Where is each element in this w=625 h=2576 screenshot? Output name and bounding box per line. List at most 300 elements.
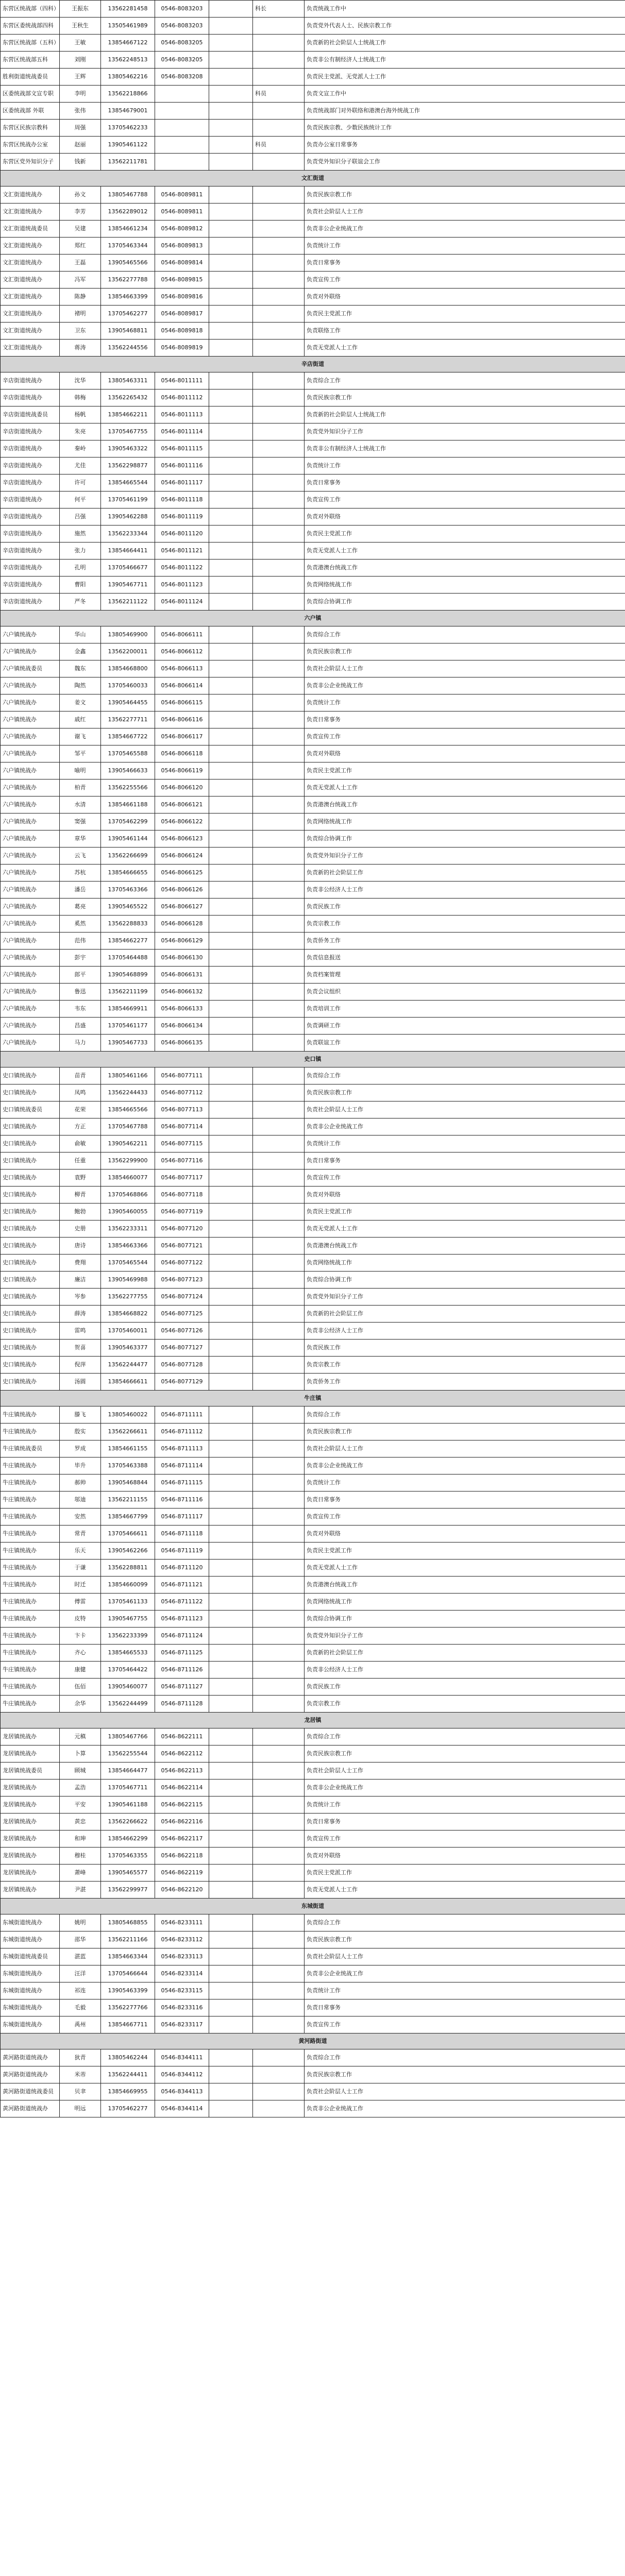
mobile-cell: 13854667711 — [101, 2016, 155, 2033]
phone-cell: 0546-8011124 — [155, 594, 209, 611]
unit-cell: 六户镇统战办 — [1, 1018, 60, 1035]
note-cell: 负责民族宗教工作 — [305, 1931, 625, 1948]
mobile-cell: 13705461199 — [101, 492, 155, 509]
title-cell — [209, 238, 253, 255]
duty-cell — [253, 762, 305, 779]
title-cell — [209, 1594, 253, 1611]
mobile-cell: 13905462211 — [101, 1136, 155, 1153]
mobile-cell: 13705462299 — [101, 814, 155, 831]
title-cell — [209, 1492, 253, 1509]
unit-cell: 史口镇统战办 — [1, 1289, 60, 1306]
table-row — [1, 389, 625, 406]
note-cell: 负责无党派人士工作 — [305, 1560, 625, 1577]
mobile-cell: 13854668800 — [101, 660, 155, 677]
table-row — [1, 35, 625, 52]
duty-cell — [253, 1101, 305, 1118]
title-cell — [209, 694, 253, 711]
phone-cell: 0546-8233112 — [155, 1931, 209, 1948]
note-cell: 负责新的社会阶层人士统战工作 — [305, 406, 625, 423]
section-header-row — [1, 611, 625, 626]
mobile-cell: 13905469988 — [101, 1272, 155, 1289]
note-cell: 负责综合协调工作 — [305, 594, 625, 611]
name-cell: 滕飞 — [60, 1406, 101, 1423]
name-cell: 韦东 — [60, 1001, 101, 1018]
name-cell: 王秋生 — [60, 18, 101, 35]
phone-cell — [155, 103, 209, 120]
duty-cell — [253, 694, 305, 711]
unit-cell: 史口镇统战办 — [1, 1187, 60, 1204]
note-cell: 负责宗教工作 — [305, 916, 625, 933]
unit-cell: 六户镇统战办 — [1, 967, 60, 984]
title-cell — [209, 1628, 253, 1645]
title-cell — [209, 1696, 253, 1713]
title-cell — [209, 984, 253, 1001]
name-cell: 殷实 — [60, 1423, 101, 1440]
duty-cell — [253, 1679, 305, 1696]
note-cell: 负责联络工作 — [305, 323, 625, 340]
mobile-cell: 13562277766 — [101, 1999, 155, 2016]
unit-cell: 文汇街道统战办 — [1, 323, 60, 340]
phone-cell: 0546-8711121 — [155, 1577, 209, 1594]
name-cell: 杨帆 — [60, 406, 101, 423]
phone-cell: 0546-8711111 — [155, 1406, 209, 1423]
name-cell: 魏东 — [60, 660, 101, 677]
table-row — [1, 814, 625, 831]
phone-cell: 0546-8711112 — [155, 1423, 209, 1440]
name-cell: 贝聿 — [60, 2083, 101, 2100]
name-cell: 汤圆 — [60, 1374, 101, 1391]
name-cell: 蒋涛 — [60, 340, 101, 357]
note-cell: 负责档案管理 — [305, 967, 625, 984]
name-cell: 卫东 — [60, 323, 101, 340]
phone-cell: 0546-8066125 — [155, 865, 209, 882]
title-cell — [209, 1153, 253, 1170]
title-cell — [209, 916, 253, 933]
name-cell: 罗成 — [60, 1440, 101, 1458]
duty-cell — [253, 18, 305, 35]
unit-cell: 牛庄镇统战办 — [1, 1611, 60, 1628]
name-cell: 马力 — [60, 1035, 101, 1052]
duty-cell — [253, 2066, 305, 2083]
title-cell — [209, 440, 253, 457]
mobile-cell: 13562233399 — [101, 1628, 155, 1645]
duty-cell — [253, 1577, 305, 1594]
duty-cell — [253, 52, 305, 69]
note-cell: 负责民族宗教工作 — [305, 389, 625, 406]
phone-cell: 0546-8622117 — [155, 1831, 209, 1848]
duty-cell — [253, 1914, 305, 1931]
unit-cell: 牛庄镇统战办 — [1, 1509, 60, 1526]
title-cell — [209, 154, 253, 171]
phone-cell: 0546-8344111 — [155, 2049, 209, 2066]
name-cell: 王敏 — [60, 35, 101, 52]
duty-cell — [253, 1323, 305, 1340]
duty-cell — [253, 865, 305, 882]
duty-cell — [253, 1118, 305, 1136]
phone-cell: 0546-8066118 — [155, 745, 209, 762]
title-cell — [209, 1999, 253, 2016]
mobile-cell: 13905463322 — [101, 440, 155, 457]
note-cell: 负责统计工作 — [305, 457, 625, 474]
table-row — [1, 2100, 625, 2117]
name-cell: 平安 — [60, 1797, 101, 1814]
mobile-cell: 13562211166 — [101, 1931, 155, 1948]
name-cell: 褚明 — [60, 306, 101, 323]
note-cell: 负责日常事务 — [305, 255, 625, 272]
duty-cell — [253, 1423, 305, 1440]
duty-cell — [253, 1611, 305, 1628]
table-row — [1, 1848, 625, 1865]
note-cell: 负责日常事务 — [305, 1814, 625, 1831]
duty-cell — [253, 2016, 305, 2033]
title-cell — [209, 1543, 253, 1560]
note-cell: 负责调研工作 — [305, 1018, 625, 1035]
unit-cell: 六户镇统战办 — [1, 677, 60, 694]
note-cell: 负责无党派人士工作 — [305, 543, 625, 560]
unit-cell: 六户镇统战办 — [1, 796, 60, 814]
table-row — [1, 1118, 625, 1136]
note-cell: 负责新的社会阶层工作 — [305, 1306, 625, 1323]
title-cell — [209, 1797, 253, 1814]
title-cell — [209, 457, 253, 474]
name-cell: 施然 — [60, 526, 101, 543]
table-row — [1, 1323, 625, 1340]
mobile-cell: 13562299900 — [101, 1153, 155, 1170]
table-row — [1, 18, 625, 35]
phone-cell: 0546-8711128 — [155, 1696, 209, 1713]
table-row — [1, 1272, 625, 1289]
name-cell: 章华 — [60, 831, 101, 848]
title-cell — [209, 1306, 253, 1323]
note-cell: 负责非公企业统战工作 — [305, 1118, 625, 1136]
name-cell: 鲍勃 — [60, 1204, 101, 1221]
title-cell — [209, 1882, 253, 1899]
table-row — [1, 340, 625, 357]
table-row — [1, 762, 625, 779]
name-cell: 云飞 — [60, 848, 101, 865]
title-cell — [209, 1679, 253, 1696]
title-cell — [209, 1035, 253, 1052]
title-cell — [209, 1170, 253, 1187]
duty-cell — [253, 796, 305, 814]
note-cell: 负责宣传工作 — [305, 492, 625, 509]
table-row — [1, 1018, 625, 1035]
note-cell: 负责党外知识分子工作 — [305, 423, 625, 440]
name-cell: 明远 — [60, 2100, 101, 2117]
name-cell: 卜算 — [60, 1745, 101, 1762]
name-cell: 柏青 — [60, 779, 101, 796]
phone-cell: 0546-8011115 — [155, 440, 209, 457]
duty-cell — [253, 1406, 305, 1423]
table-row — [1, 1406, 625, 1423]
table-row — [1, 1289, 625, 1306]
name-cell: 元稹 — [60, 1728, 101, 1745]
phone-cell: 0546-8077122 — [155, 1255, 209, 1272]
title-cell — [209, 1914, 253, 1931]
phone-cell: 0546-8089819 — [155, 340, 209, 357]
unit-cell: 史口镇统战办 — [1, 1153, 60, 1170]
duty-cell — [253, 1948, 305, 1965]
table-row — [1, 120, 625, 137]
phone-cell: 0546-8711119 — [155, 1543, 209, 1560]
title-cell — [209, 1577, 253, 1594]
phone-cell: 0546-8077123 — [155, 1272, 209, 1289]
mobile-cell: 13562288811 — [101, 1560, 155, 1577]
name-cell: 朱亮 — [60, 423, 101, 440]
duty-cell — [253, 1848, 305, 1865]
table-row — [1, 1475, 625, 1492]
phone-cell: 0546-8077129 — [155, 1374, 209, 1391]
note-cell: 负责非公有制经济人士统战工作 — [305, 440, 625, 457]
unit-cell: 六户镇统战办 — [1, 779, 60, 796]
duty-cell — [253, 1306, 305, 1323]
note-cell: 负责社会阶层人士工作 — [305, 660, 625, 677]
duty-cell — [253, 1067, 305, 1084]
table-row — [1, 137, 625, 154]
duty-cell — [253, 1745, 305, 1762]
section-header-row — [1, 1052, 625, 1067]
unit-cell: 龙居镇统战办 — [1, 1728, 60, 1745]
phone-cell: 0546-8066115 — [155, 694, 209, 711]
table-row — [1, 1982, 625, 1999]
mobile-cell: 13705466677 — [101, 560, 155, 577]
table-row — [1, 1440, 625, 1458]
note-cell: 负责民族宗教工作 — [305, 643, 625, 660]
mobile-cell: 13562244411 — [101, 2066, 155, 2083]
unit-cell: 文汇街道统战办 — [1, 255, 60, 272]
section-header-row — [1, 2033, 625, 2049]
mobile-cell: 13562211781 — [101, 154, 155, 171]
table-row — [1, 745, 625, 762]
phone-cell: 0546-8066124 — [155, 848, 209, 865]
note-cell: 负责民主党派工作 — [305, 306, 625, 323]
note-cell: 负责党外代表人士、民族宗教工作 — [305, 18, 625, 35]
duty-cell — [253, 1187, 305, 1204]
table-row — [1, 1238, 625, 1255]
table-row — [1, 1170, 625, 1187]
table-row — [1, 1153, 625, 1170]
table-row — [1, 1728, 625, 1745]
name-cell: 谢飞 — [60, 728, 101, 745]
phone-cell: 0546-8077126 — [155, 1323, 209, 1340]
title-cell — [209, 1323, 253, 1340]
mobile-cell: 13905466633 — [101, 762, 155, 779]
duty-cell — [253, 1982, 305, 1999]
note-cell: 负责综合工作 — [305, 372, 625, 389]
mobile-cell: 13705462277 — [101, 2100, 155, 2117]
mobile-cell: 13562299977 — [101, 1882, 155, 1899]
title-cell — [209, 2100, 253, 2117]
mobile-cell: 13805463311 — [101, 372, 155, 389]
title-cell — [209, 1440, 253, 1458]
note-cell: 负责社会阶层人士工作 — [305, 1101, 625, 1118]
note-cell: 负责文宣工作中 — [305, 86, 625, 103]
duty-cell — [253, 1204, 305, 1221]
unit-cell: 辛店街道统战办 — [1, 560, 60, 577]
duty-cell — [253, 1492, 305, 1509]
duty-cell — [253, 492, 305, 509]
note-cell: 负责联谊工作 — [305, 1035, 625, 1052]
title-cell — [209, 1, 253, 18]
unit-cell: 辛店街道统战办 — [1, 457, 60, 474]
section-title: 黄河路街道 — [1, 2033, 625, 2049]
title-cell — [209, 728, 253, 745]
table-row — [1, 1914, 625, 1931]
table-row — [1, 560, 625, 577]
section-header-row — [1, 1391, 625, 1406]
phone-cell: 0546-8622114 — [155, 1780, 209, 1797]
table-row — [1, 694, 625, 711]
mobile-cell: 13562233311 — [101, 1221, 155, 1238]
title-cell — [209, 1948, 253, 1965]
name-cell: 顾城 — [60, 1762, 101, 1780]
name-cell: 汪洋 — [60, 1965, 101, 1982]
note-cell: 负责统计工作 — [305, 1475, 625, 1492]
phone-cell: 0546-8077125 — [155, 1306, 209, 1323]
mobile-cell: 13854663344 — [101, 1948, 155, 1965]
unit-cell: 龙居镇统战委员 — [1, 1762, 60, 1780]
phone-cell: 0546-8711114 — [155, 1458, 209, 1475]
table-row — [1, 1340, 625, 1357]
title-cell — [209, 1831, 253, 1848]
name-cell: 薛涛 — [60, 1306, 101, 1323]
table-row — [1, 492, 625, 509]
title-cell — [209, 372, 253, 389]
mobile-cell: 13705461133 — [101, 1594, 155, 1611]
title-cell — [209, 1865, 253, 1882]
duty-cell — [253, 103, 305, 120]
phone-cell: 0546-8089811 — [155, 204, 209, 221]
duty-cell — [253, 272, 305, 289]
title-cell — [209, 69, 253, 86]
duty-cell — [253, 1628, 305, 1645]
phone-cell: 0546-8011121 — [155, 543, 209, 560]
note-cell: 负责非公企业统战工作 — [305, 1458, 625, 1475]
mobile-cell: 13905462288 — [101, 509, 155, 526]
mobile-cell: 13854662277 — [101, 933, 155, 950]
note-cell: 负责民主党派、无党派人士工作 — [305, 69, 625, 86]
unit-cell: 史口镇统战办 — [1, 1323, 60, 1340]
duty-cell — [253, 543, 305, 560]
mobile-cell: 13562288833 — [101, 916, 155, 933]
unit-cell: 东城街道统战办 — [1, 1965, 60, 1982]
title-cell — [209, 1762, 253, 1780]
title-cell — [209, 831, 253, 848]
unit-cell: 牛庄镇统战办 — [1, 1406, 60, 1423]
table-row — [1, 1865, 625, 1882]
name-cell: 费翔 — [60, 1255, 101, 1272]
title-cell — [209, 865, 253, 882]
table-row — [1, 967, 625, 984]
note-cell: 负责综合工作 — [305, 1067, 625, 1084]
table-row — [1, 187, 625, 204]
mobile-cell: 13905461144 — [101, 831, 155, 848]
phone-cell: 0546-8077120 — [155, 1221, 209, 1238]
duty-cell — [253, 526, 305, 543]
table-row — [1, 1780, 625, 1797]
mobile-cell: 13854662299 — [101, 1831, 155, 1848]
unit-cell: 区委统战部 外联 — [1, 103, 60, 120]
duty-cell — [253, 1999, 305, 2016]
table-row — [1, 323, 625, 340]
note-cell: 负责民族宗教工作 — [305, 1084, 625, 1101]
note-cell: 负责宣传工作 — [305, 728, 625, 745]
table-row — [1, 1543, 625, 1560]
duty-cell — [253, 323, 305, 340]
title-cell — [209, 643, 253, 660]
title-cell — [209, 306, 253, 323]
title-cell — [209, 1509, 253, 1526]
table-row — [1, 69, 625, 86]
name-cell: 毛毅 — [60, 1999, 101, 2016]
mobile-cell: 13562277711 — [101, 711, 155, 728]
table-row — [1, 1762, 625, 1780]
table-row — [1, 1423, 625, 1440]
name-cell: 和珅 — [60, 1831, 101, 1848]
phone-cell — [155, 154, 209, 171]
note-cell: 负责综合工作 — [305, 2049, 625, 2066]
title-cell — [209, 2016, 253, 2033]
table-row — [1, 796, 625, 814]
table-row — [1, 526, 625, 543]
duty-cell — [253, 1153, 305, 1170]
duty-cell — [253, 1526, 305, 1543]
note-cell: 负责无党派人士工作 — [305, 340, 625, 357]
name-cell: 凤鸣 — [60, 1084, 101, 1101]
name-cell: 彭宇 — [60, 950, 101, 967]
unit-cell: 辛店街道统战办 — [1, 543, 60, 560]
table-row — [1, 1255, 625, 1272]
name-cell: 王辉 — [60, 69, 101, 86]
duty-cell — [253, 1084, 305, 1101]
mobile-cell: 13854665566 — [101, 1101, 155, 1118]
note-cell: 负责社会阶层人士工作 — [305, 204, 625, 221]
table-row — [1, 916, 625, 933]
name-cell: 吕强 — [60, 509, 101, 526]
duty-cell — [253, 372, 305, 389]
mobile-cell: 13562211199 — [101, 984, 155, 1001]
title-cell — [209, 1018, 253, 1035]
name-cell: 冯军 — [60, 272, 101, 289]
duty-cell — [253, 677, 305, 694]
name-cell: 金鑫 — [60, 643, 101, 660]
name-cell: 喻明 — [60, 762, 101, 779]
title-cell — [209, 1221, 253, 1238]
title-cell — [209, 1084, 253, 1101]
unit-cell: 龙居镇统战办 — [1, 1848, 60, 1865]
name-cell: 郎平 — [60, 967, 101, 984]
section-header-row — [1, 1713, 625, 1728]
title-cell — [209, 745, 253, 762]
title-cell — [209, 1931, 253, 1948]
unit-cell: 辛店街道统战办 — [1, 492, 60, 509]
unit-cell: 东城街道统战办 — [1, 2016, 60, 2033]
duty-cell — [253, 1238, 305, 1255]
mobile-cell: 13854660099 — [101, 1577, 155, 1594]
mobile-cell: 13562298877 — [101, 457, 155, 474]
note-cell: 负责无党派人士工作 — [305, 779, 625, 796]
title-cell — [209, 1406, 253, 1423]
duty-cell — [253, 1780, 305, 1797]
mobile-cell: 13854667722 — [101, 728, 155, 745]
title-cell — [209, 1662, 253, 1679]
duty-cell — [253, 1797, 305, 1814]
title-cell — [209, 1340, 253, 1357]
mobile-cell: 13805469900 — [101, 626, 155, 643]
note-cell: 负责民族宗教工作 — [305, 187, 625, 204]
table-row — [1, 1509, 625, 1526]
phone-cell: 0546-8011113 — [155, 406, 209, 423]
